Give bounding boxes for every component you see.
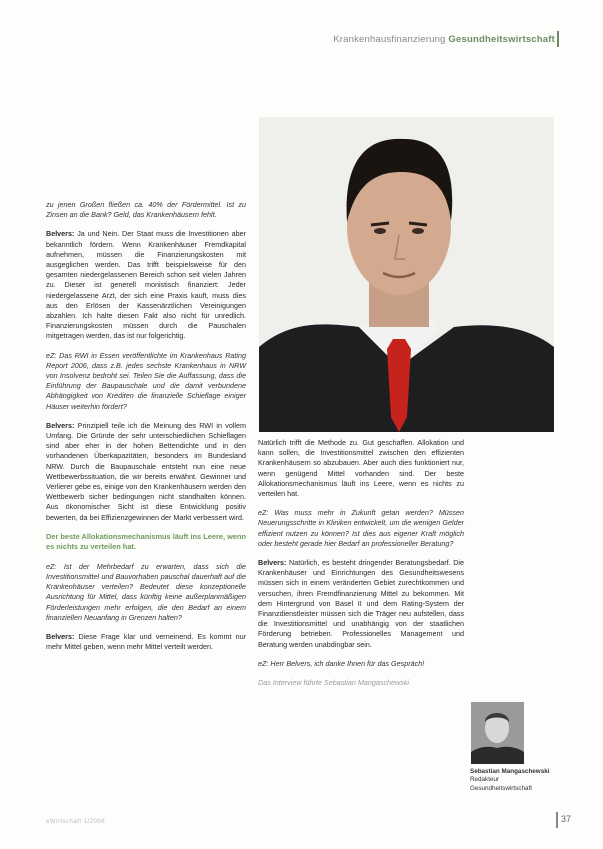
- answer-3: [46, 632, 246, 652]
- question-2: eZ: Das RWI in Essen veröffentlichte im Krankenhaus Rating Report 2006, dass z.B. jedes sechste Krankenhaus in NRW von Insolvenz bedroht sei. Teilen Sie die Auffassung, dass die Einführung der Baupauschale und die damit verbundene Abhängigkeit von Krediten die finanzielle Schieflage einiger Häuser weiterhin fördert?: [46, 350, 246, 411]
- footer-publication: eWirtschaft 1/2006: [46, 819, 106, 825]
- question-3: eZ: Ist der Mehrbedarf zu erwarten, dass sich die Investitionsmittel und Bauvorhaben pauschal dauerhaft auf die Krankenhäuser verteilen? Bedeutet diese konzeptionelle Ausrichtung für Mittel, dass künftig keine außerplanmäßigen Förderleistungen mehr erfolgen, die den Bedarf an einem finanziellen Neuanfang in Grenzen halten?: [46, 561, 246, 622]
- answer-4: [258, 558, 464, 650]
- portrait-photo: [259, 117, 554, 432]
- question-1: zu jenen Großen fließen ca. 40% der Fördermittel. Ist zu Zinsen an die Bank? Geld, das Krankenhäusern fehlt.: [46, 200, 246, 220]
- author-caption: [470, 768, 549, 793]
- speaker-label: Belvers:: [46, 420, 75, 430]
- header-section: Krankenhausfinanzierung: [333, 34, 446, 45]
- left-column: [46, 200, 246, 661]
- page-number: 37: [561, 814, 572, 824]
- header-category: Gesundheitswirtschaft: [448, 34, 555, 45]
- answer-2: [46, 421, 246, 523]
- author-name: Sebastian Mangaschewski: [470, 768, 550, 775]
- answer-text: Ja und Nein. Der Staat muss die Investitionen aber bekanntlich fördern. Wenn Krankenhäuser Fremdkapital aufnehmen, müssen die Finanzierungskosten mit ausgeglichen werden. Das trifft beispielsweise für den gesamten niedergelassenen Bereich schon seit vielen Jahren zu. Dieser ist generell monistisch finanziert: Jeder niedergelassene Arzt, der sich eine Praxis kauft, muss dies aus den Erlösen der Kassenärztlichen Vereinigungen abzahlen. Ich halte diesen Fakt also nicht für unredlich. Finanzierungskosten müssen durch die Pauschalen mitgetragen werden, das ist nur folgerichtig.: [46, 229, 246, 341]
- author-outlet: Gesundheitswirtschaft: [470, 784, 532, 792]
- right-column: [258, 438, 464, 697]
- answer-text: Diese Frage klar und verneinend. Es kommt nur mehr Mittel geben, wenn mehr Mittel verteilt werden.: [46, 631, 246, 652]
- speaker-label: Belvers:: [46, 631, 75, 641]
- paragraph-continued: Natürlich trifft die Methode zu. Gut geschaffen. Allokation und kann sollen, die Investitionsmittel zwischen den effizienten Krankenhäusern so abzubauen. Aber auch dies funktioniert nur, wenn genügend Mittel vorhanden sind. Der beste Allokationsmechanismus läuft ins Leere, wenn es nichts zu verteilen hat.: [258, 438, 464, 499]
- answer-1: [46, 229, 246, 341]
- author-role: Redakteur: [470, 776, 500, 784]
- author-photo: [471, 702, 524, 764]
- interview-credit: Das Interview führte Sebastian Mangaschewski: [258, 678, 410, 688]
- answer-text: Prinzipiell teile ich die Meinung des RWI in vollem Umfang. Die Gründe der sehr unterschiedlichen Schieflagen sind aber eher in der hohen Bettendichte und in den vorhandenen Überkapazitäten, besonders im Bundesland NRW. Durch die Baupauschale entsteht nun eine neue Wettbewerbssituation, die wir bereits erwähnt. Gewinner und Verlierer gebe es, einige von den Krankenhäusern werden den Wettbewerb sicher bedingungen nicht standhalten können. Aus ökonomischer Sicht ist diese Entwicklung positiv bewerten, da bei Effizienzgewinnen der Markt verbessert wird.: [46, 420, 247, 522]
- speaker-label: Belvers:: [258, 558, 287, 568]
- footer-accent-bar: [556, 812, 558, 828]
- question-4: eZ: Was muss mehr in Zukunft getan werden? Müssen Neuerungsschritte in Kliniken entwickelt, um die wenigen Gelder effizient nutzen zu können? Ist dies aus eigener Kraft möglich oder besteht gerade hier Bedarf an professioneller Beratung?: [258, 508, 464, 548]
- running-header: [333, 34, 555, 45]
- closing-line: eZ: Herr Belvers, ich danke Ihnen für das Gespräch!: [258, 658, 425, 668]
- header-accent-bar: [557, 31, 559, 47]
- speaker-label: Belvers:: [46, 229, 75, 239]
- pull-quote: Der beste Allokationsmechanismus läuft ins Leere, wenn es nichts zu verteilen hat.: [46, 531, 246, 552]
- answer-text: Natürlich, es besteht dringender Beratungsbedarf. Die Krankenhäuser und Einrichtungen des Gesundheitswesens müssen sich in einem veränderten Gebiet zurechtkommen und versuchen, ihren Fremdfinanzierung Mittel zu bekommen. Mit dem Hintergrund von Basel II und dem Rating-System der Finanzdienstleister müssen sich die Träger neu aufstellen, dass die Investitionsmittel und unabhängig von der staatlichen Förderung betrieben. Professionelles Management und Beratung werden unabdingbar sein.: [258, 558, 464, 649]
